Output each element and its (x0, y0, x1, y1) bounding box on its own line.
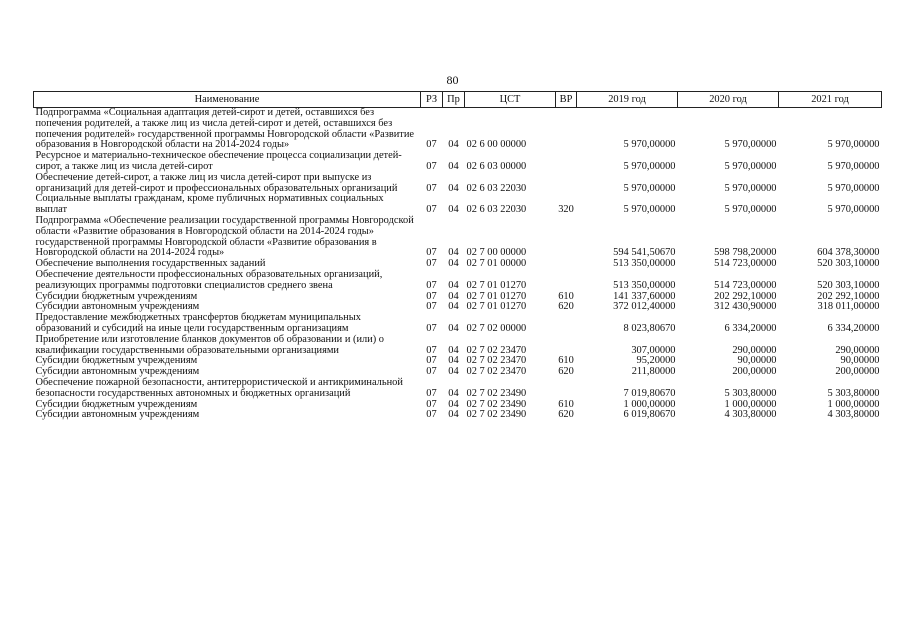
cell-vr (556, 259, 577, 270)
cell-pr: 04 (448, 258, 459, 270)
cell-name: Субсидии бюджетным учреждениям (35, 398, 198, 410)
cell-cst: 02 7 02 00000 (466, 322, 527, 334)
cell-vr: 620 (558, 301, 574, 313)
cell-rz: 07 (426, 279, 437, 291)
table-row (34, 194, 882, 216)
cell-pr: 04 (448, 366, 459, 378)
cell-name: Предоставление межбюджетных трансфертов бюджетам муниципальных образований и субсидий на иные цели государственным организациям (35, 312, 361, 334)
cell-cst: 02 6 00 00000 (466, 139, 527, 151)
cell-rz: 07 (426, 204, 437, 216)
cell-vr (556, 173, 577, 195)
table-row (34, 108, 882, 152)
cell-2021: 200,00000 (835, 366, 880, 378)
cell-2021: 604 378,30000 (817, 247, 880, 259)
cell-2019: 8 023,80670 (623, 322, 676, 334)
cell-2019: 95,20000 (636, 355, 676, 367)
cell-name: Обеспечение выполнения государственных заданий (35, 258, 266, 270)
cell-vr (556, 335, 577, 357)
cell-vr: 610 (558, 355, 574, 367)
cell-vr: 620 (558, 409, 574, 421)
cell-pr: 04 (448, 182, 459, 194)
cell-2020: 202 292,10000 (714, 290, 777, 302)
cell-2020: 5 970,00000 (724, 204, 777, 216)
cell-vr: 320 (558, 204, 574, 216)
header-vr: ВР (556, 92, 577, 108)
cell-name: Субсидии автономным учреждениям (35, 409, 200, 421)
cell-pr: 04 (448, 204, 459, 216)
cell-2021: 6 334,20000 (827, 322, 880, 334)
cell-2021: 520 303,10000 (817, 279, 880, 291)
table-row (34, 151, 882, 173)
cell-pr: 04 (448, 279, 459, 291)
cell-name: Обеспечение пожарной безопасности, антитеррористической и антикриминальной безопасности государственных автономных и бюджетных организаций (35, 376, 403, 399)
table-row (34, 173, 882, 195)
cell-rz: 07 (426, 366, 437, 378)
cell-2021: 202 292,10000 (817, 290, 880, 302)
cell-2019: 7 019,80670 (623, 387, 676, 399)
cell-2019: 211,80000 (631, 366, 676, 378)
cell-rz: 07 (426, 344, 437, 356)
cell-2021: 318 011,00000 (817, 301, 880, 313)
cell-vr (556, 313, 577, 335)
cell-rz: 07 (426, 301, 437, 313)
cell-2021: 5 303,80000 (827, 387, 880, 399)
cell-rz: 07 (426, 387, 437, 399)
cell-2019: 513 350,00000 (613, 279, 676, 291)
cell-name: Обеспечение детей-сирот, а также лиц из числа детей-сирот при выпуске из организаций для детей-сирот и профессиональных образовательных организаций (35, 171, 398, 194)
header-cst: ЦСТ (465, 92, 556, 108)
cell-vr (556, 108, 577, 152)
budget-table (33, 91, 882, 421)
cell-2020: 598 798,20000 (714, 247, 777, 259)
cell-vr (556, 378, 577, 400)
cell-cst: 02 7 02 23470 (466, 355, 527, 367)
cell-2021: 1 000,00000 (827, 398, 880, 410)
cell-vr: 610 (558, 398, 574, 410)
cell-rz: 07 (426, 182, 437, 194)
cell-2021: 290,00000 (835, 344, 880, 356)
cell-rz: 07 (426, 409, 437, 421)
cell-name: Подпрограмма «Обеспечение реализации государственной программы Новгородской области «Развитие образования в Новгородской области на 2014-2024 годы» государственной программы Новгородской области «Развитие образования в Новгородской области на 2014-2024 годы» (35, 214, 414, 259)
cell-2019: 372 012,40000 (613, 301, 676, 313)
cell-2020: 90,00000 (737, 355, 777, 367)
cell-pr: 04 (448, 247, 459, 259)
cell-2021: 4 303,80000 (827, 409, 880, 421)
cell-rz: 07 (426, 139, 437, 151)
table-row (34, 335, 882, 357)
cell-2019: 594 541,50670 (613, 247, 676, 259)
table-row (34, 410, 882, 421)
cell-vr (556, 151, 577, 173)
cell-cst: 02 7 01 01270 (466, 301, 527, 313)
cell-2020: 290,00000 (732, 344, 777, 356)
cell-2021: 5 970,00000 (827, 182, 880, 194)
header-2019: 2019 год (577, 92, 678, 108)
table-row (34, 378, 882, 400)
cell-pr: 04 (448, 290, 459, 302)
cell-rz: 07 (426, 355, 437, 367)
cell-cst: 02 7 02 23490 (466, 409, 527, 421)
cell-2020: 514 723,00000 (714, 258, 777, 270)
cell-vr (556, 270, 577, 292)
cell-rz: 07 (426, 247, 437, 259)
cell-2020: 200,00000 (732, 366, 777, 378)
cell-rz: 07 (426, 398, 437, 410)
cell-2020: 5 970,00000 (724, 139, 777, 151)
cell-2019: 1 000,00000 (623, 398, 676, 410)
cell-cst: 02 7 01 00000 (466, 258, 527, 270)
cell-pr: 04 (448, 160, 459, 172)
cell-pr: 04 (448, 398, 459, 410)
cell-name: Социальные выплаты гражданам, кроме публичных нормативных социальных выплат (35, 193, 384, 216)
header-pr: Пр (443, 92, 465, 108)
page-number: 80 (446, 73, 459, 87)
cell-2019: 307,00000 (631, 344, 676, 356)
cell-cst: 02 7 02 23470 (466, 366, 527, 378)
cell-name: Субсидии бюджетным учреждениям (35, 290, 198, 302)
header-rz: РЗ (421, 92, 443, 108)
cell-cst: 02 6 03 22030 (466, 182, 527, 194)
cell-2020: 6 334,20000 (724, 322, 777, 334)
cell-2020: 4 303,80000 (724, 409, 777, 421)
cell-2019: 5 970,00000 (623, 204, 676, 216)
cell-cst: 02 7 01 01270 (466, 279, 527, 291)
cell-pr: 04 (448, 387, 459, 399)
cell-pr: 04 (448, 409, 459, 421)
cell-2019: 5 970,00000 (623, 139, 676, 151)
cell-vr: 610 (558, 290, 574, 302)
cell-vr: 620 (558, 366, 574, 378)
cell-cst: 02 7 02 23490 (466, 387, 527, 399)
cell-2021: 90,00000 (840, 355, 880, 367)
cell-2020: 5 303,80000 (724, 387, 777, 399)
cell-name: Субсидии автономным учреждениям (35, 301, 200, 313)
cell-pr: 04 (448, 139, 459, 151)
cell-pr: 04 (448, 322, 459, 334)
cell-vr (556, 216, 577, 259)
cell-2019: 6 019,80670 (623, 409, 676, 421)
header-name: Наименование (34, 92, 421, 108)
cell-2021: 5 970,00000 (827, 204, 880, 216)
cell-2020: 312 430,90000 (714, 301, 777, 313)
cell-pr: 04 (448, 344, 459, 356)
table-row (34, 270, 882, 292)
cell-2021: 520 303,10000 (817, 258, 880, 270)
cell-cst: 02 7 01 01270 (466, 290, 527, 302)
header-2020: 2020 год (678, 92, 779, 108)
cell-2021: 5 970,00000 (827, 160, 880, 172)
cell-pr: 04 (448, 301, 459, 313)
cell-cst: 02 7 02 23470 (466, 344, 527, 356)
cell-cst: 02 7 02 23490 (466, 398, 527, 410)
cell-2020: 5 970,00000 (724, 160, 777, 172)
cell-2019: 141 337,60000 (613, 290, 676, 302)
cell-name: Обеспечение деятельности профессиональных образовательных организаций, реализующих программы подготовки специалистов среднего звена (35, 268, 383, 291)
header-row (34, 92, 882, 108)
cell-cst: 02 7 00 00000 (466, 247, 527, 259)
cell-2020: 5 970,00000 (724, 182, 777, 194)
cell-rz: 07 (426, 322, 437, 334)
cell-pr: 04 (448, 355, 459, 367)
cell-2020: 514 723,00000 (714, 279, 777, 291)
table-row (34, 216, 882, 259)
cell-2021: 5 970,00000 (827, 139, 880, 151)
cell-cst: 02 6 03 00000 (466, 160, 527, 172)
cell-2019: 5 970,00000 (623, 160, 676, 172)
cell-cst: 02 6 03 22030 (466, 204, 527, 216)
cell-name: Приобретение или изготовление бланков документов об образовании и (или) о квалификации государственными образовательными организациями (35, 333, 385, 356)
cell-2019: 513 350,00000 (613, 258, 676, 270)
cell-name: Подпрограмма «Социальная адаптация детей-сирот и детей, оставшихся без попечения родителей, а также лиц из числа детей-сирот и детей, оставшихся без попечения родителей» государственной программы Новгородской области «Развитие образования в Новгородской области на 2014-2024 годы» (35, 107, 415, 151)
header-2021: 2021 год (779, 92, 882, 108)
cell-2020: 1 000,00000 (724, 398, 777, 410)
cell-name: Субсидии автономным учреждениям (35, 366, 200, 378)
cell-name: Ресурсное и материально-техническое обеспечение процесса социализации детей-сирот, а также лиц из числа детей-сирот (35, 150, 402, 172)
cell-2019: 5 970,00000 (623, 182, 676, 194)
cell-rz: 07 (426, 290, 437, 302)
cell-rz: 07 (426, 160, 437, 172)
cell-rz: 07 (426, 258, 437, 270)
table-row (34, 313, 882, 335)
cell-name: Субсидии бюджетным учреждениям (35, 355, 198, 367)
